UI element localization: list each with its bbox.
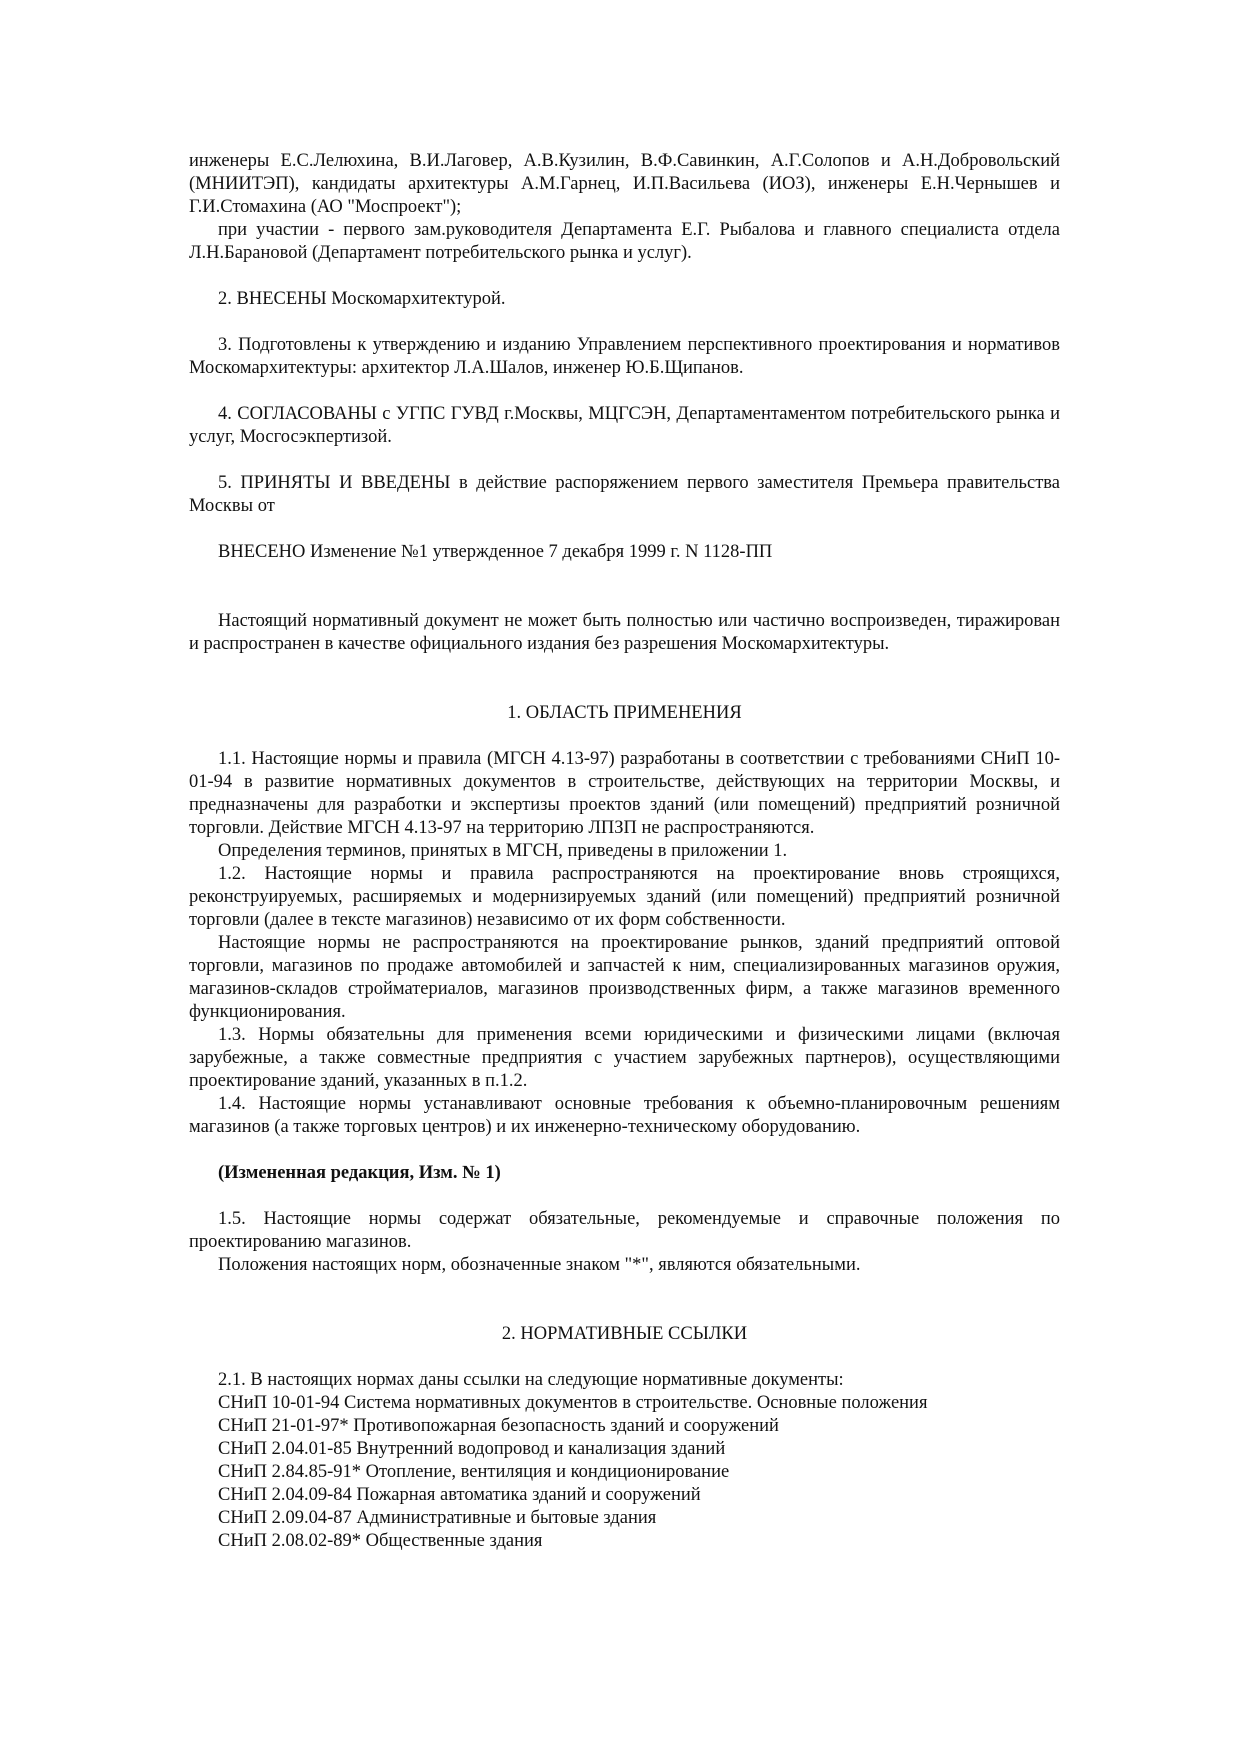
reference-item: СНиП 2.84.85-91* Отопление, вентиляция и кондиционирование [218,1462,730,1482]
clause-1-4: 1.4. Настоящие нормы устанавливают основные требования к объемно-планировочным решениям магазинов (а также торговых центров) и их инженерно-техническому оборудованию. [189,1094,1060,1137]
clause-1-5-mandatory: Положения настоящих норм, обозначенные знаком "*", являются обязательными. [218,1255,861,1275]
item-3: 3. Подготовлены к утверждению и изданию Управлением перспективного проектирования и нормативов Москомархитектуры: архитектор Л.А.Шалов, инженер Ю.Б.Щипанов. [189,335,1060,378]
revision-note: (Измененная редакция, Изм. № 1) [218,1163,501,1183]
reference-item: СНиП 2.08.02-89* Общественные здания [218,1531,543,1551]
clause-1-2: 1.2. Настоящие нормы и правила распространяются на проектирование вновь строящихся, реконструируемых, расширяемых и модернизируемых зданий (или помещений) предприятий розничной торговли (далее в тексте магазинов) независимо от их форм собственности. [189,864,1060,930]
item-4: 4. СОГЛАСОВАНЫ с УГПС ГУВД г.Москвы, МЦГСЭН, Департаментаментом потребительского рынка и услуг, Мосгосэкпертизой. [189,404,1060,447]
authors-paragraph: инженеры Е.С.Лелюхина, В.И.Лаговер, А.В.Кузилин, В.Ф.Савинкин, А.Г.Солопов и А.Н.Добровольский (МНИИТЭП), кандидаты архитектуры А.М.Гарнец, И.П.Васильева (ИОЗ), инженеры Е.Н.Чернышев и Г.И.Стомахина (АО "Моспроект"); [189,151,1060,217]
reference-item: СНиП 2.04.09-84 Пожарная автоматика зданий и сооружений [218,1485,701,1505]
reference-item: СНиП 2.04.01-85 Внутренний водопровод и канализация зданий [218,1439,726,1459]
item-5: 5. ПРИНЯТЫ И ВВЕДЕНЫ в действие распоряжением первого заместителя Премьера правительства Москвы от [189,473,1060,516]
participation-paragraph: при участии - первого зам.руководителя Департамента Е.Г. Рыбалова и главного специалиста отдела Л.Н.Барановой (Департамент потребительского рынка и услуг). [189,220,1060,263]
document-page [189,150,1060,1553]
reference-item: СНиП 21-01-97* Противопожарная безопасность зданий и сооружений [218,1416,779,1436]
reference-item: СНиП 2.09.04-87 Административные и бытовые здания [218,1508,657,1528]
clause-1-5: 1.5. Настоящие нормы содержат обязательные, рекомендуемые и справочные положения по проектированию магазинов. [189,1209,1060,1252]
clause-1-1-definitions: Определения терминов, принятых в МГСН, приведены в приложении 1. [218,841,788,861]
clause-2-1: 2.1. В настоящих нормах даны ссылки на следующие нормативные документы: [218,1370,844,1390]
section-2-title: 2. НОРМАТИВНЫЕ ССЫЛКИ [501,1324,748,1344]
section-1-title: 1. ОБЛАСТЬ ПРИМЕНЕНИЯ [507,703,742,723]
clause-1-1: 1.1. Настоящие нормы и правила (МГСН 4.13-97) разработаны в соответствии с требованиями СНиП 10-01-94 в развитие нормативных документов в строительстве, действующих на территории Москвы, и предназначены для разработки и экспертизы проектов зданий (или помещений) предприятий розничной торговли. Действие МГСН 4.13-97 на территорию ЛПЗП не распространяются. [189,749,1060,838]
clause-1-3: 1.3. Нормы обязательны для применения всеми юридическими и физическими лицами (включая зарубежные, а также совместные предприятия с участием зарубежных партнеров), осуществляющими проектирование зданий, указанных в п.1.2. [189,1025,1060,1091]
copyright-notice: Настоящий нормативный документ не может быть полностью или частично воспроизведен, тиражирован и распространен в качестве официального издания без разрешения Москомархитектуры. [189,611,1060,654]
amendment-note: ВНЕСЕНО Изменение №1 утвержденное 7 декабря 1999 г. N 1128-ПП [218,542,773,562]
item-2: 2. ВНЕСЕНЫ Москомархитектурой. [218,289,506,309]
clause-1-2-exclusions: Настоящие нормы не распространяются на проектирование рынков, зданий предприятий оптовой торговли, магазинов по продаже автомобилей и запчастей к ним, специализированных магазинов оружия, магазинов-складов стройматериалов, магазинов производственных фирм, а также магазинов временного функционирования. [189,933,1060,1022]
reference-item: СНиП 10-01-94 Система нормативных документов в строительстве. Основные положения [218,1393,928,1413]
